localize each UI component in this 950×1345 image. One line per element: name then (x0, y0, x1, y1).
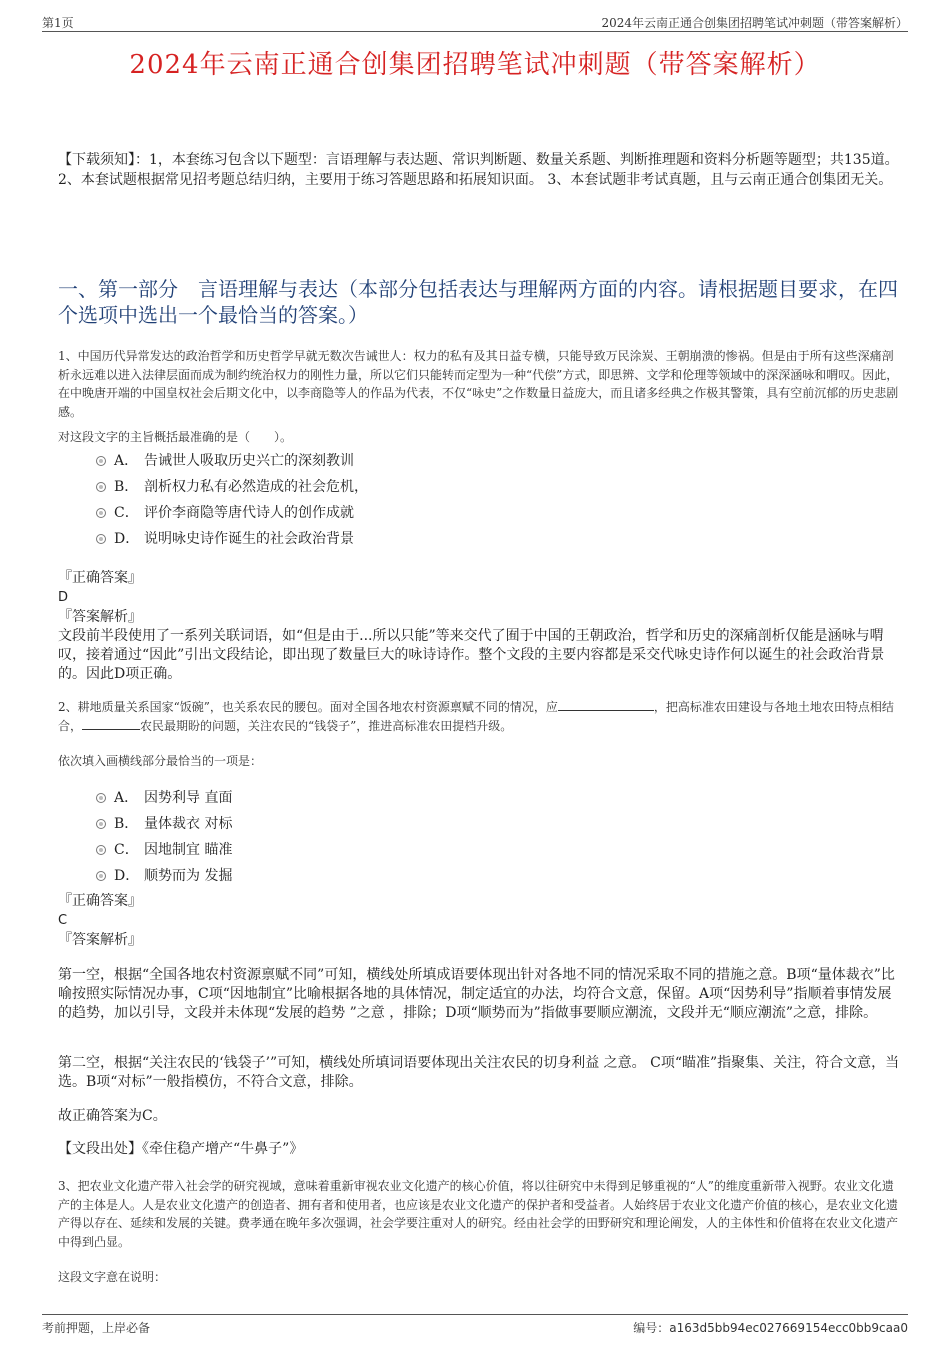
radio-icon[interactable] (96, 508, 106, 518)
q2-conclusion: 故正确答案为C。 (58, 1108, 167, 1124)
q2-option-d[interactable] (96, 864, 696, 890)
option-letter: A． (114, 453, 139, 469)
q1-answer-label: 『正确答案』 (58, 570, 142, 586)
q2-analysis-label: 『答案解析』 (58, 932, 142, 948)
option-text: 因势利导 直面 (144, 790, 233, 806)
q2-answer: C (58, 913, 68, 928)
q2-option-c[interactable] (96, 838, 696, 864)
radio-icon[interactable] (96, 456, 106, 466)
document-code (633, 1319, 908, 1336)
footer-slogan: 考前押题，上岸必备 (42, 1321, 151, 1335)
option-letter: B． (114, 479, 139, 495)
radio-icon[interactable] (96, 819, 106, 829)
q1-option-d[interactable] (96, 527, 696, 553)
document-title: 2024年云南正通合创集团招聘笔试冲刺题（带答案解析） (129, 50, 821, 80)
q2-answer-label: 『正确答案』 (58, 893, 142, 909)
q2-option-b[interactable] (96, 812, 696, 838)
option-letter: B． (114, 816, 139, 832)
option-text: 告诫世人吸取历史兴亡的深刻教训 (144, 453, 354, 469)
fill-blank-1 (558, 699, 654, 711)
page-number: 第1页 (42, 16, 74, 30)
q1-analysis: 文段前半段使用了一系列关联词语，如“但是由于...所以只能”等来交代了囿于中国的王朝政治，哲学和历史的深痛剖析仅能是涵咏与喟叹，接着通过“因此”引出文段结论，即出现了数量巨大的咏诗诗作。整个文段的主要内容都是采交代咏史诗作何以诞生的社会政治背景的。因此D项正确。 (58, 628, 885, 682)
option-letter: C． (114, 842, 139, 858)
q1-question: 对这段文字的主旨概括最准确的是（ ）。 (58, 430, 293, 444)
code-value: a163d5bb94ec027669154ecc0bb9caa0 (669, 1321, 908, 1335)
option-text: 说明咏史诗作诞生的社会政治背景 (144, 531, 354, 547)
page-footer (42, 1314, 908, 1336)
option-text: 剖析权力私有必然造成的社会危机， (144, 479, 368, 495)
option-text: 评价李商隐等唐代诗人的创作成就 (144, 505, 354, 521)
download-notice: 【下载须知】：1，本套练习包含以下题型：言语理解与表达题、常识判断题、数量关系题、判断推理题和资料分析题等题型；共135道。 2、本套试题根据常见招考题总结归纳，主要用于练习答题思路和拓展知识面。 3、本套试题非考试真题，且与云南正通合创集团无关。 (58, 152, 899, 188)
radio-icon[interactable] (96, 793, 106, 803)
option-letter: D． (114, 531, 140, 547)
option-letter: D． (114, 868, 140, 884)
radio-icon[interactable] (96, 534, 106, 544)
radio-icon[interactable] (96, 871, 106, 881)
q2-analysis-2: 第二空，根据“关注农民的‘钱袋子’”可知，横线处所填词语要体现出关注农民的切身利益 之意。 C项“瞄准”指聚集、关注，符合文意，当选。B项“对标”一般指模仿，不符合文意，排除。 (58, 1055, 900, 1090)
q2-stem-text: ，把高标准农田建设与各地土地农田特点相结合， (58, 700, 894, 733)
q2-option-a[interactable] (96, 786, 696, 812)
q2-analysis-1: 第一空，根据“全国各地农村资源禀赋不同”可知，横线处所填成语要体现出针对各地不同的情况采取不同的措施之意。B项“量体裁衣”比喻按照实际情况办事，C项“因地制宜”比喻根据各地的具体情况，制定适宜的办法，均符合文意，保留。A项“因势利导”指顺着事情发展的趋势，加以引导，文段并未体现“发展的趋势 ”之意 ，排除；D项“顺势而为”指做事要顺应潮流，文段并无“顺应潮流”之意，排除。 (58, 967, 895, 1021)
option-text: 顺势而为 发掘 (144, 868, 233, 884)
q2-options (96, 786, 696, 890)
q2-question: 依次填入画横线部分最恰当的一项是： (58, 754, 263, 768)
option-letter: A． (114, 790, 139, 806)
q1-answer: D (58, 590, 69, 605)
q2-stem-text: 2、耕地质量关系国家“饭碗”，也关系农民的腰包。面对全国各地农村资源禀赋不同的情况，应 (58, 700, 558, 714)
code-label: 编号： (633, 1321, 670, 1335)
q2-stem (58, 698, 904, 735)
q3-stem: 3、把农业文化遗产带入社会学的研究视域，意味着重新审视农业文化遗产的核心价值，将以往研究中未得到足够重视的“人”的维度重新带入视野。农业文化遗产的主体是人。人是农业文化遗产的创造者、拥有者和使用者，也应该是农业文化遗产的保护者和受益者。人始终居于农业文化遗产价值的核心，是农业文化遗产得以存在、延续和发展的关键。费孝通在晚年多次强调，社会学要注重对人的研究。经由社会学的田野研究和理论阐发，人的主体性和价值将在农业文化遗产中得到凸显。 (58, 1179, 899, 1249)
q1-options (96, 449, 696, 553)
q1-stem: 1、中国历代异常发达的政治哲学和历史哲学早就无数次告诫世人：权力的私有及其日益专横，只能导致万民涂炭、王朝崩溃的惨祸。但是由于所有这些深痛剖析永远难以进入法律层面而成为制约统治权力的刚性力量，所以它们只能转而定型为一种“代偿”方式，即思辨、文学和伦理等领域中的深深涵咏和喟叹。因此，在中晚唐开端的中国皇权社会后期文化中，以李商隐等人的作品为代表，不仅“咏史”之作数量日益庞大，而且诸多经典之作极其警策，具有空前沉郁的历史悲剧感。 (58, 349, 899, 419)
page-header (42, 10, 908, 32)
q1-option-a[interactable] (96, 449, 696, 475)
q2-stem-text: 农民最期盼的问题，关注农民的“钱袋子”，推进高标准农田提档升级。 (140, 718, 513, 733)
fill-blank-2 (82, 718, 140, 730)
radio-icon[interactable] (96, 845, 106, 855)
section-heading: 一、第一部分 言语理解与表达（本部分包括表达与理解两方面的内容。请根据题目要求，在四个选项中选出一个最恰当的答案。） (58, 277, 898, 327)
radio-icon[interactable] (96, 482, 106, 492)
q1-option-b[interactable] (96, 475, 696, 501)
option-letter: C． (114, 505, 139, 521)
option-text: 因地制宜 瞄准 (144, 842, 233, 858)
q3-question: 这段文字意在说明： (58, 1270, 167, 1284)
q2-source: 【文段出处】《牵住稳产增产“牛鼻子”》 (58, 1141, 304, 1157)
q1-analysis-label: 『答案解析』 (58, 609, 142, 625)
running-title: 2024年云南正通合创集团招聘笔试冲刺题（带答案解析） (601, 16, 908, 30)
option-text: 量体裁衣 对标 (144, 816, 233, 832)
q1-option-c[interactable] (96, 501, 696, 527)
